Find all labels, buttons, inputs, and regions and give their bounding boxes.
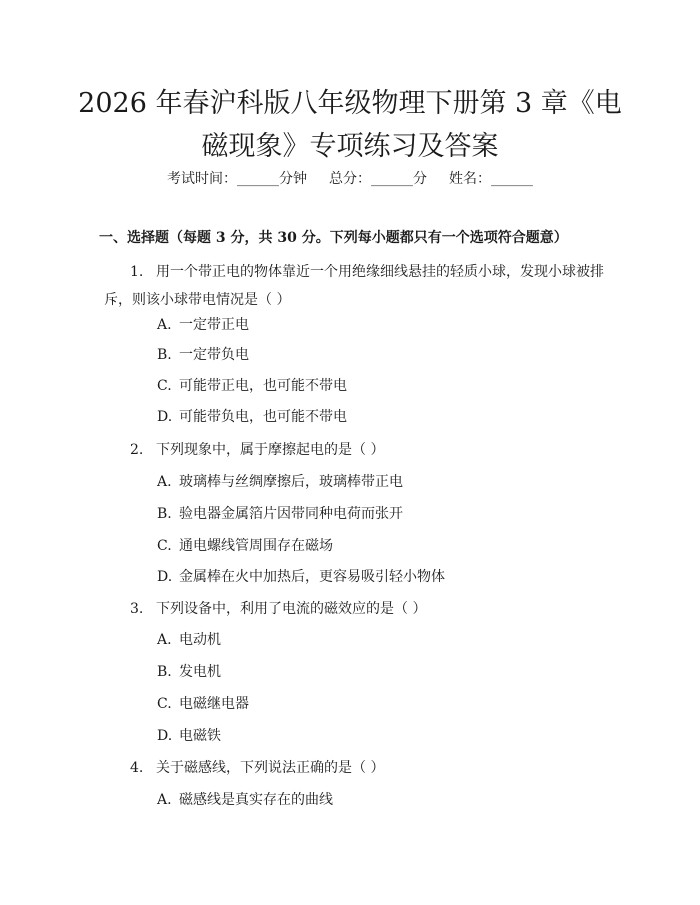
option-text: 玻璃棒与丝绸摩擦后，玻璃棒带正电 — [179, 474, 403, 490]
option-text: 电磁继电器 — [179, 696, 249, 712]
title-line-2: 磁现象》专项练习及答案 — [201, 131, 499, 162]
option-item — [157, 346, 249, 364]
question-number: 4. — [130, 760, 144, 776]
question-1 — [130, 263, 604, 281]
question-number: 1. — [130, 264, 144, 280]
title-line-1: 2026 年春沪科版八年级物理下册第 3 章《电 — [78, 88, 622, 119]
option-item — [157, 727, 221, 745]
option-item — [157, 377, 347, 395]
option-text: 电动机 — [179, 632, 221, 648]
question-2 — [130, 441, 384, 459]
option-text: 金属棒在火中加热后，更容易吸引轻小物体 — [179, 569, 445, 585]
section-title: 一、选择题（每题 3 分，共 30 分。下列每小题都只有一个选项符合题意） — [99, 230, 568, 246]
option-letter: D. — [157, 728, 173, 744]
option-text: 可能带正电，也可能不带电 — [179, 378, 347, 394]
option-text: 一定带负电 — [179, 347, 249, 363]
option-letter: C. — [157, 538, 172, 554]
question-text: 用一个带正电的物体靠近一个用绝缘细线悬挂的轻质小球，发现小球被排 — [156, 264, 604, 280]
question-text: 下列设备中，利用了电流的磁效应的是（ ） — [156, 601, 427, 617]
question-text: 下列现象中，属于摩擦起电的是（ ） — [156, 442, 385, 458]
option-letter: D. — [157, 409, 173, 425]
option-text: 可能带负电，也可能不带电 — [179, 409, 347, 425]
option-item — [157, 505, 403, 523]
option-item — [157, 537, 333, 555]
option-letter: D. — [157, 569, 173, 585]
document-title — [60, 82, 640, 168]
option-letter: A. — [157, 792, 172, 808]
option-item — [157, 473, 403, 491]
exam-time-label: 考试时间：______分钟 — [167, 171, 307, 187]
option-text: 一定带正电 — [179, 317, 249, 333]
option-item — [157, 316, 249, 334]
option-letter: B. — [157, 506, 172, 522]
option-item — [157, 568, 445, 586]
question-1-continuation: 斥，则该小球带电情况是（ ） — [104, 292, 291, 308]
option-item — [157, 408, 347, 426]
option-item — [157, 791, 333, 809]
question-4 — [130, 759, 384, 777]
option-item — [157, 695, 249, 713]
option-letter: B. — [157, 347, 172, 363]
option-text: 磁感线是真实存在的曲线 — [179, 792, 333, 808]
exam-info — [0, 170, 700, 188]
option-text: 验电器金属箔片因带同种电荷而张开 — [179, 506, 403, 522]
option-text: 发电机 — [179, 664, 221, 680]
option-text: 电磁铁 — [179, 728, 221, 744]
question-text: 关于磁感线，下列说法正确的是（ ） — [156, 760, 385, 776]
question-number: 2. — [130, 442, 144, 458]
option-text: 通电螺线管周围存在磁场 — [179, 538, 333, 554]
option-letter: B. — [157, 664, 172, 680]
question-number: 3. — [130, 601, 144, 617]
option-item — [157, 631, 221, 649]
option-letter: A. — [157, 474, 172, 490]
total-score-label: 总分：______分 — [329, 171, 427, 187]
option-item — [157, 663, 221, 681]
question-3 — [130, 600, 426, 618]
option-letter: A. — [157, 317, 172, 333]
option-letter: A. — [157, 632, 172, 648]
option-letter: C. — [157, 696, 172, 712]
student-name-label: 姓名：______ — [449, 171, 533, 187]
option-letter: C. — [157, 378, 172, 394]
